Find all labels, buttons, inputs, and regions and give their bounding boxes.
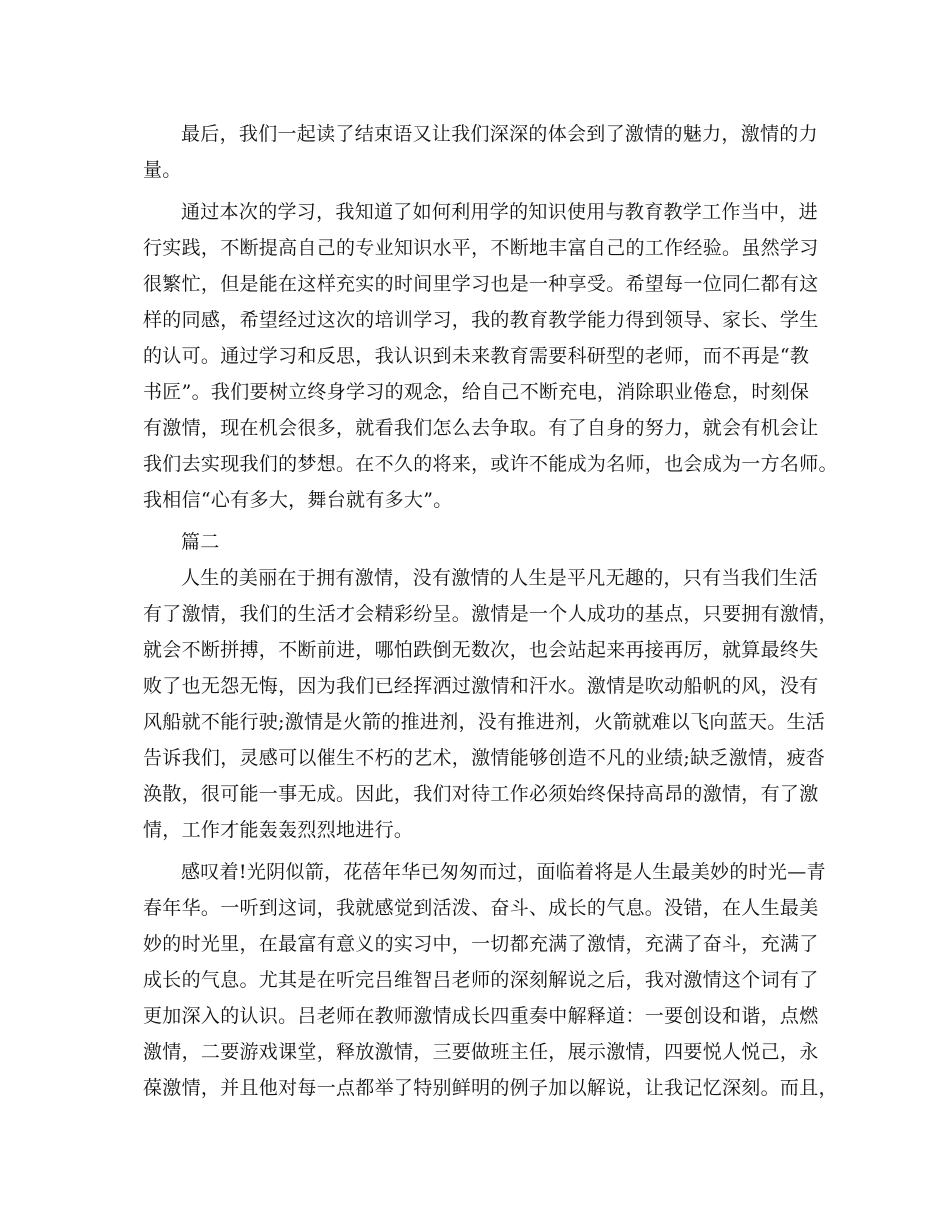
text-line: 涣散，很可能一事无成。因此，我们对待工作必须始终保持高昂的激情，有了激 (143, 783, 819, 805)
text-line: 最后，我们一起读了结束语又让我们深深的体会到了激情的魅力，激情的力 (181, 123, 818, 145)
text-line: 告诉我们，灵感可以催生不朽的艺术，激情能够创造不凡的业绩;缺乏激情，疲沓 (143, 747, 826, 769)
text-line: 败了也无怨无悔，因为我们已经挥洒过激情和汗水。激情是吹动船帆的风，没有 (143, 675, 819, 697)
paragraph-youth-passion (143, 854, 838, 1106)
text-line: 激情，二要游戏课堂，释放激情，三要做班主任，展示激情，四要悦人悦己，永 (143, 1041, 819, 1063)
text-line: 成长的气息。尤其是在听完吕维智吕老师的深刻解说之后，我对激情这个词有了 (143, 969, 819, 991)
text-line: 量。 (143, 159, 182, 181)
text-line: 情，工作才能轰轰烈烈地进行。 (143, 819, 414, 841)
text-line: 风船就不能行驶;激情是火箭的推进剂，没有推进剂，火箭就难以飞向蓝天。生活 (143, 711, 826, 733)
document-body (143, 116, 838, 1112)
paragraph-study-reflection (143, 194, 838, 518)
text-line: 更加深入的认识。吕老师在教师激情成长四重奏中解释道：一要创设和谐，点燃 (143, 1005, 819, 1027)
text-line: 我们去实现我们的梦想。在不久的将来，或许不能成为名师，也会成为一方名师。 (143, 453, 838, 475)
text-line: 的认可。通过学习和反思，我认识到未来教育需要科研型的老师，而不再是“教 (143, 345, 810, 367)
text-line: 春年华。一听到这词，我就感觉到活泼、奋斗、成长的气息。没错，在人生最美 (143, 897, 819, 919)
paragraph-conclusion (143, 116, 818, 188)
text-line: 人生的美丽在于拥有激情，没有激情的人生是平凡无趣的，只有当我们生活 (181, 567, 818, 589)
text-line: 行实践，不断提高自己的专业知识水平，不断地丰富自己的工作经验。虽然学习 (143, 237, 819, 259)
text-line: 有了激情，我们的生活才会精彩纷呈。激情是一个人成功的基点，只要拥有激情， (143, 603, 838, 625)
text-line: 书匠”。我们要树立终身学习的观念，给自己不断充电，消除职业倦怠，时刻保 (143, 381, 810, 403)
text-line: 感叹着!光阴似箭，花蓓年华已匆匆而过，面临着将是人生最美妙的时光—青 (181, 861, 826, 883)
text-line: 葆激情，并且他对每一点都举了特别鲜明的例子加以解说，让我记忆深刻。而且， (143, 1077, 838, 1099)
text-line: 就会不断拼搏，不断前进，哪怕跌倒无数次，也会站起来再接再厉，就算最终失 (143, 639, 819, 661)
section-heading: 篇二 (181, 531, 220, 553)
text-line: 通过本次的学习，我知道了如何利用学的知识使用与教育教学工作当中，进 (181, 201, 818, 223)
text-line: 妙的时光里，在最富有意义的实习中，一切都充满了激情，充满了奋斗，充满了 (143, 933, 819, 955)
paragraph-passion-life (143, 560, 838, 848)
text-line: 我相信“心有多大，舞台就有多大”。 (143, 489, 453, 511)
text-line: 样的同感，希望经过这次的培训学习，我的教育教学能力得到领导、家长、学生 (143, 309, 819, 331)
text-line: 有激情，现在机会很多，就看我们怎么去争取。有了自身的努力，就会有机会让 (143, 417, 819, 439)
text-line: 很繁忙，但是能在这样充实的时间里学习也是一种享受。希望每一位同仁都有这 (143, 273, 819, 295)
